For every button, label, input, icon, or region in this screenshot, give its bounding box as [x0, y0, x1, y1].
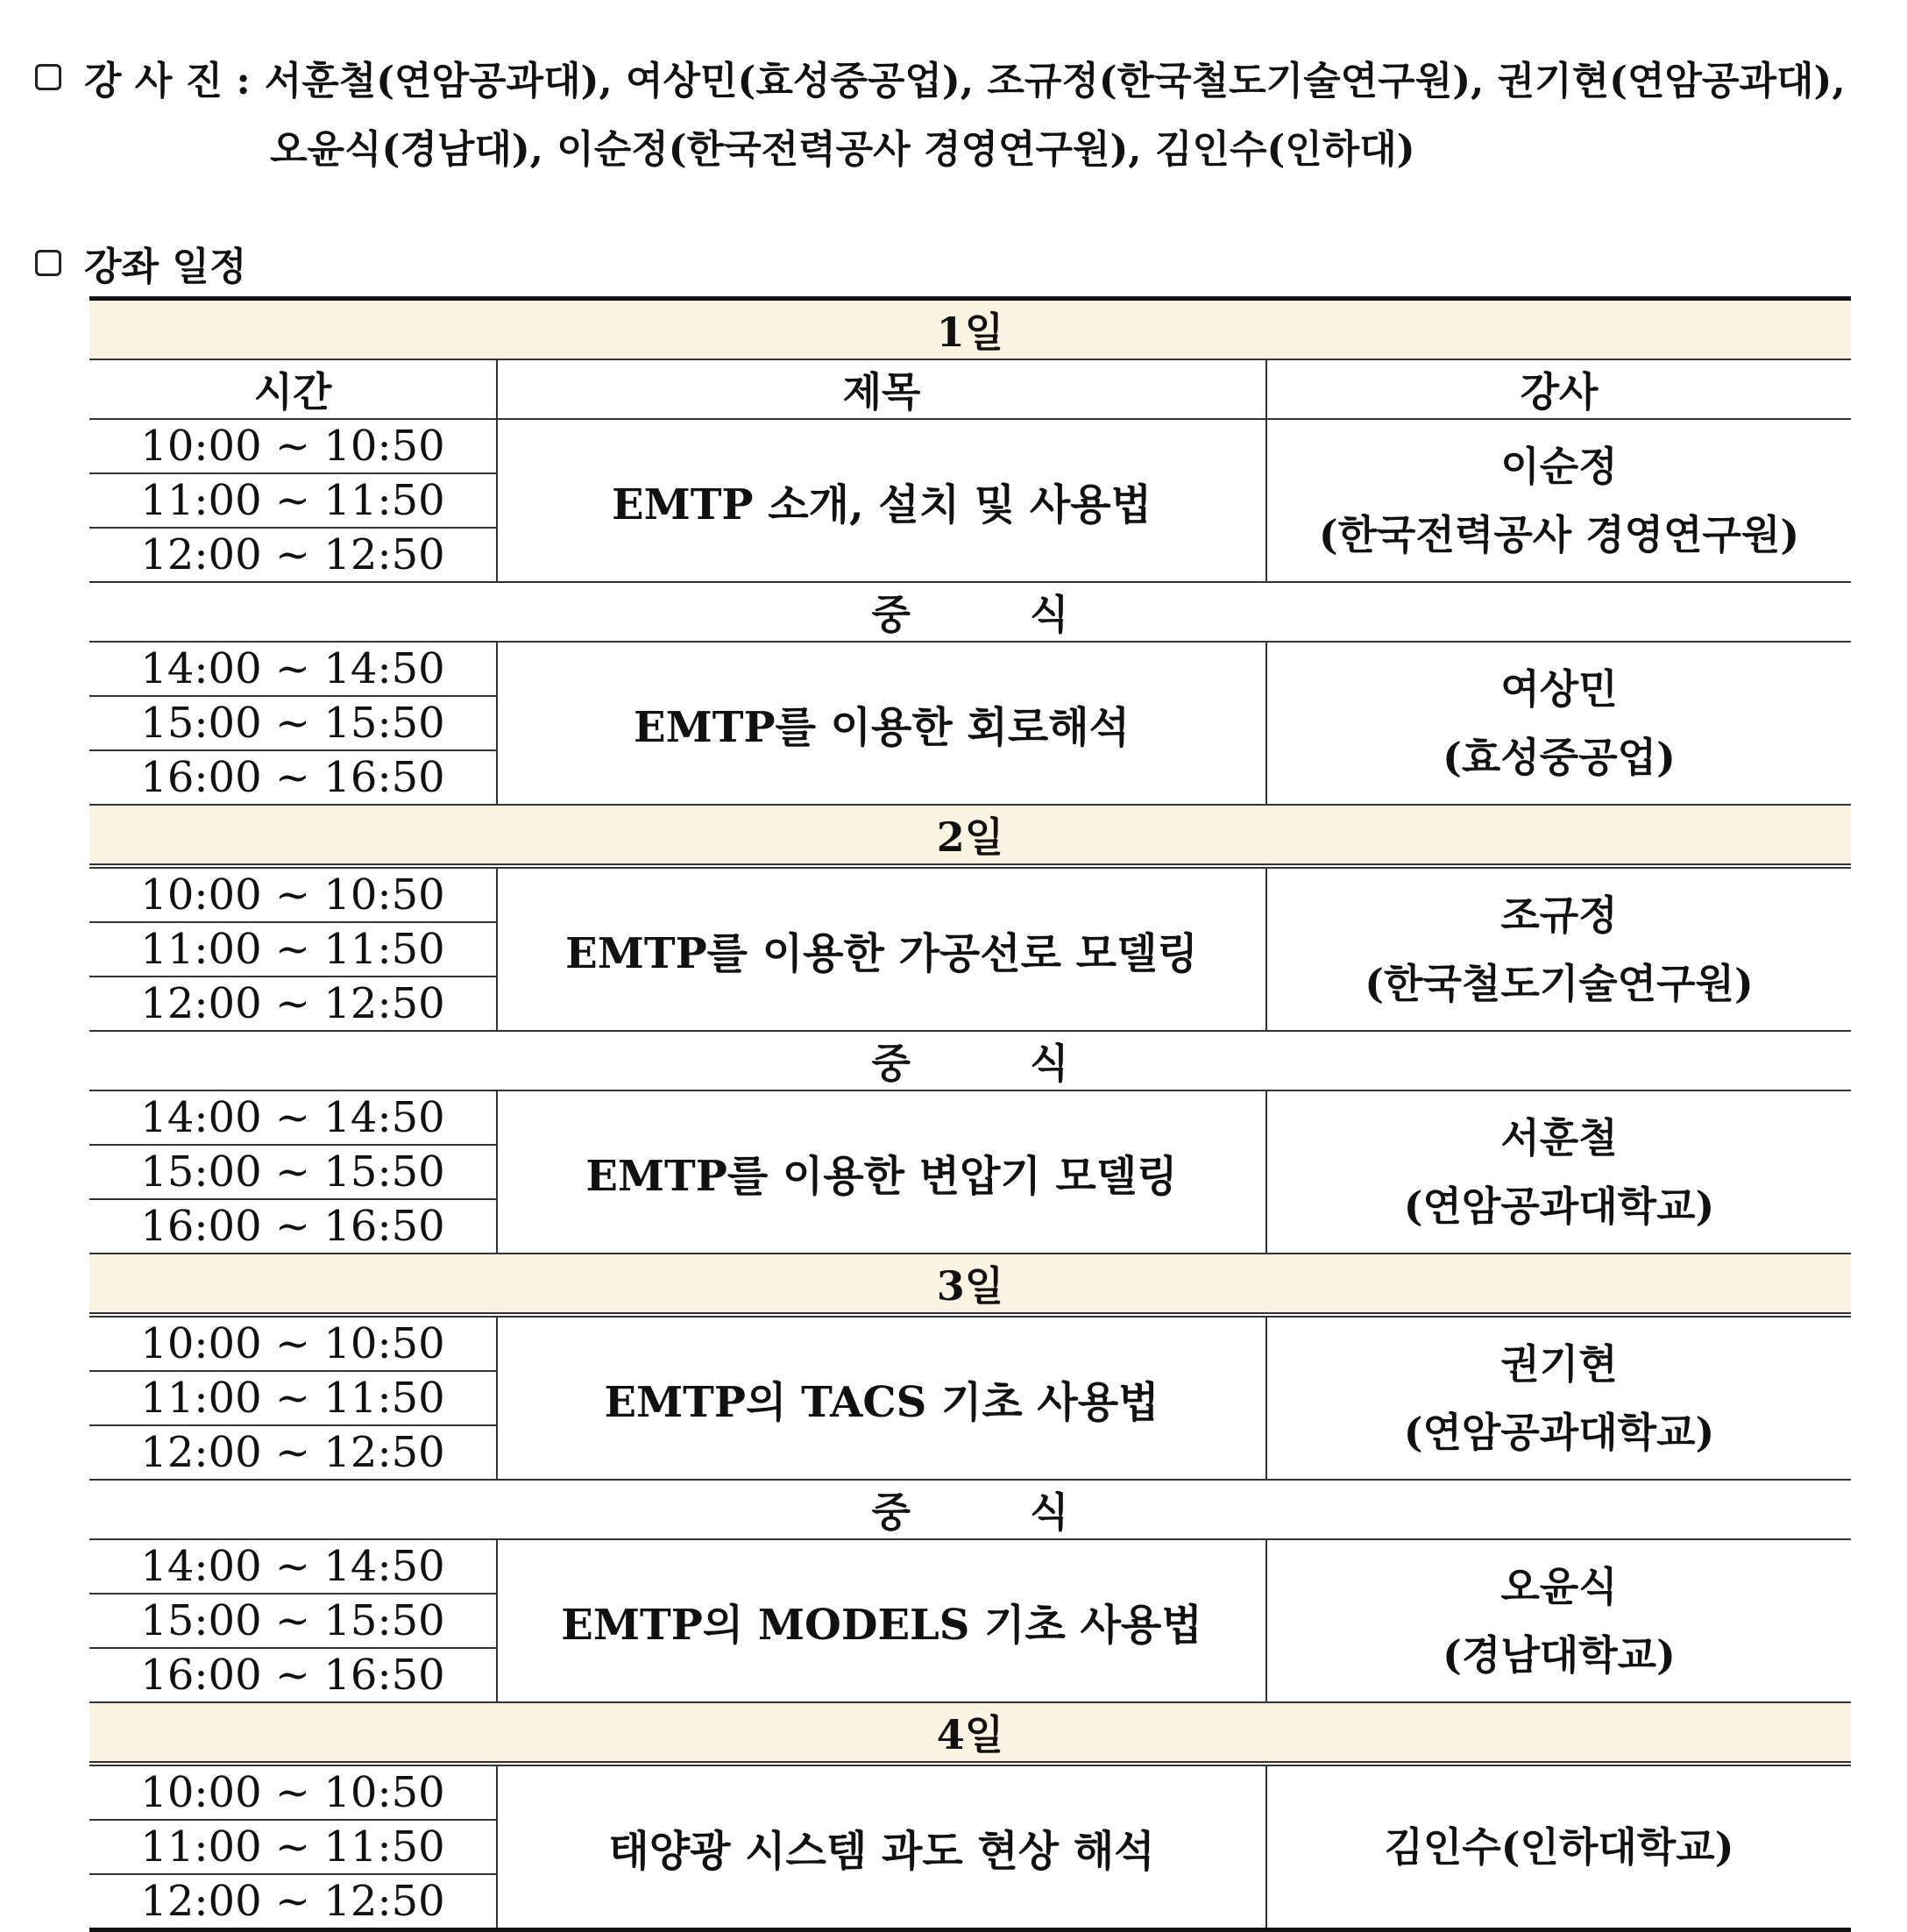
instructor-affiliation: (한국전력공사 경영연구원) — [1318, 511, 1800, 558]
instructor-affiliation: (연암공과대학교) — [1403, 1183, 1715, 1230]
time-cell: 11:00 ~ 11:50 — [89, 922, 497, 977]
table-row — [89, 419, 1851, 473]
day-label: 2일 — [89, 805, 1851, 866]
session-title: EMTP 소개, 설치 및 사용법 — [497, 419, 1266, 582]
lunch-label: 중 식 — [871, 591, 1122, 638]
time-cell: 14:00 ~ 14:50 — [89, 1539, 497, 1594]
instructor-name: 권기현 — [1500, 1340, 1618, 1388]
schedule-heading — [35, 235, 246, 291]
instructors-list-1: 서훈철(연암공과대), 여상민(효성중공업), 조규정(한국철도기술연구원), 권기현(연암공과대), — [264, 59, 1846, 103]
table-row — [89, 1764, 1851, 1820]
session-title: EMTP의 MODELS 기초 사용법 — [497, 1539, 1266, 1702]
instructor-cell — [1266, 1764, 1851, 1930]
day-row — [89, 299, 1851, 360]
time-cell: 14:00 ~ 14:50 — [89, 642, 497, 696]
time-cell: 16:00 ~ 16:50 — [89, 1199, 497, 1254]
lunch-label: 중 식 — [871, 1488, 1122, 1536]
header-time: 시간 — [89, 359, 497, 419]
time-cell: 15:00 ~ 15:50 — [89, 1594, 497, 1648]
time-cell: 12:00 ~ 12:50 — [89, 977, 497, 1031]
instructor-name: 조규정 — [1500, 891, 1618, 939]
instructors-label: 강 사 진 : — [84, 59, 251, 103]
lunch-label: 중 식 — [871, 1040, 1122, 1087]
instructor-cell — [1266, 866, 1851, 1031]
instructor-affiliation: (효성중공업) — [1443, 734, 1676, 781]
session-title: EMTP를 이용한 변압기 모델링 — [497, 1090, 1266, 1254]
lunch-row — [89, 1031, 1851, 1090]
time-cell: 15:00 ~ 15:50 — [89, 696, 497, 750]
day-label: 3일 — [89, 1254, 1851, 1315]
day-label: 1일 — [89, 299, 1851, 360]
time-cell: 11:00 ~ 11:50 — [89, 1820, 497, 1874]
table-row — [89, 1090, 1851, 1145]
instructor-name: 오윤식 — [1500, 1563, 1618, 1610]
day-label: 4일 — [89, 1702, 1851, 1764]
instructors-line-1 — [35, 49, 1846, 105]
session-title: EMTP의 TACS 기초 사용법 — [497, 1315, 1266, 1480]
table-row — [89, 1315, 1851, 1371]
table-row — [89, 1539, 1851, 1594]
instructor-cell — [1266, 1539, 1851, 1702]
time-cell: 12:00 ~ 12:50 — [89, 1425, 497, 1480]
instructor-cell — [1266, 1315, 1851, 1480]
time-cell: 10:00 ~ 10:50 — [89, 1764, 497, 1820]
header-title: 제목 — [497, 359, 1266, 419]
instructor-cell — [1266, 419, 1851, 582]
header-row — [89, 359, 1851, 419]
checkbox-icon — [35, 64, 61, 90]
time-cell: 11:00 ~ 11:50 — [89, 473, 497, 528]
day-row — [89, 805, 1851, 866]
instructor-affiliation: (한국철도기술연구원) — [1365, 960, 1754, 1007]
instructors-line-2 — [270, 117, 1415, 174]
instructor-name: 김인수(인하대학교) — [1384, 1823, 1734, 1871]
table-row — [89, 866, 1851, 922]
instructor-name: 이순정 — [1500, 443, 1618, 490]
schedule-table — [89, 296, 1851, 1932]
day-row — [89, 1254, 1851, 1315]
time-cell: 12:00 ~ 12:50 — [89, 528, 497, 582]
checkbox-icon — [35, 250, 61, 276]
lunch-row — [89, 1480, 1851, 1539]
session-title: 태양광 시스템 과도 현상 해석 — [497, 1764, 1266, 1930]
instructor-affiliation: (연암공과대학교) — [1403, 1409, 1715, 1456]
time-cell: 16:00 ~ 16:50 — [89, 1648, 497, 1702]
day-row — [89, 1702, 1851, 1764]
instructor-cell — [1266, 1090, 1851, 1254]
schedule-heading-text: 강좌 일정 — [84, 245, 247, 289]
instructor-name: 서훈철 — [1500, 1114, 1618, 1161]
time-cell: 15:00 ~ 15:50 — [89, 1145, 497, 1199]
time-cell: 10:00 ~ 10:50 — [89, 866, 497, 922]
instructor-cell — [1266, 642, 1851, 805]
table-row — [89, 642, 1851, 696]
instructor-name: 여상민 — [1500, 665, 1618, 713]
time-cell: 16:00 ~ 16:50 — [89, 750, 497, 805]
session-title: EMTP를 이용한 가공선로 모델링 — [497, 866, 1266, 1031]
time-cell: 10:00 ~ 10:50 — [89, 419, 497, 473]
time-cell: 12:00 ~ 12:50 — [89, 1874, 497, 1930]
lunch-row — [89, 582, 1851, 642]
instructors-list-2: 오윤식(경남대), 이순정(한국전력공사 경영연구원), 김인수(인하대) — [270, 127, 1415, 172]
header-instructor: 강사 — [1266, 359, 1851, 419]
instructor-affiliation: (경남대학교) — [1443, 1631, 1676, 1679]
time-cell: 10:00 ~ 10:50 — [89, 1315, 497, 1371]
time-cell: 11:00 ~ 11:50 — [89, 1371, 497, 1425]
session-title: EMTP를 이용한 회로해석 — [497, 642, 1266, 805]
time-cell: 14:00 ~ 14:50 — [89, 1090, 497, 1145]
